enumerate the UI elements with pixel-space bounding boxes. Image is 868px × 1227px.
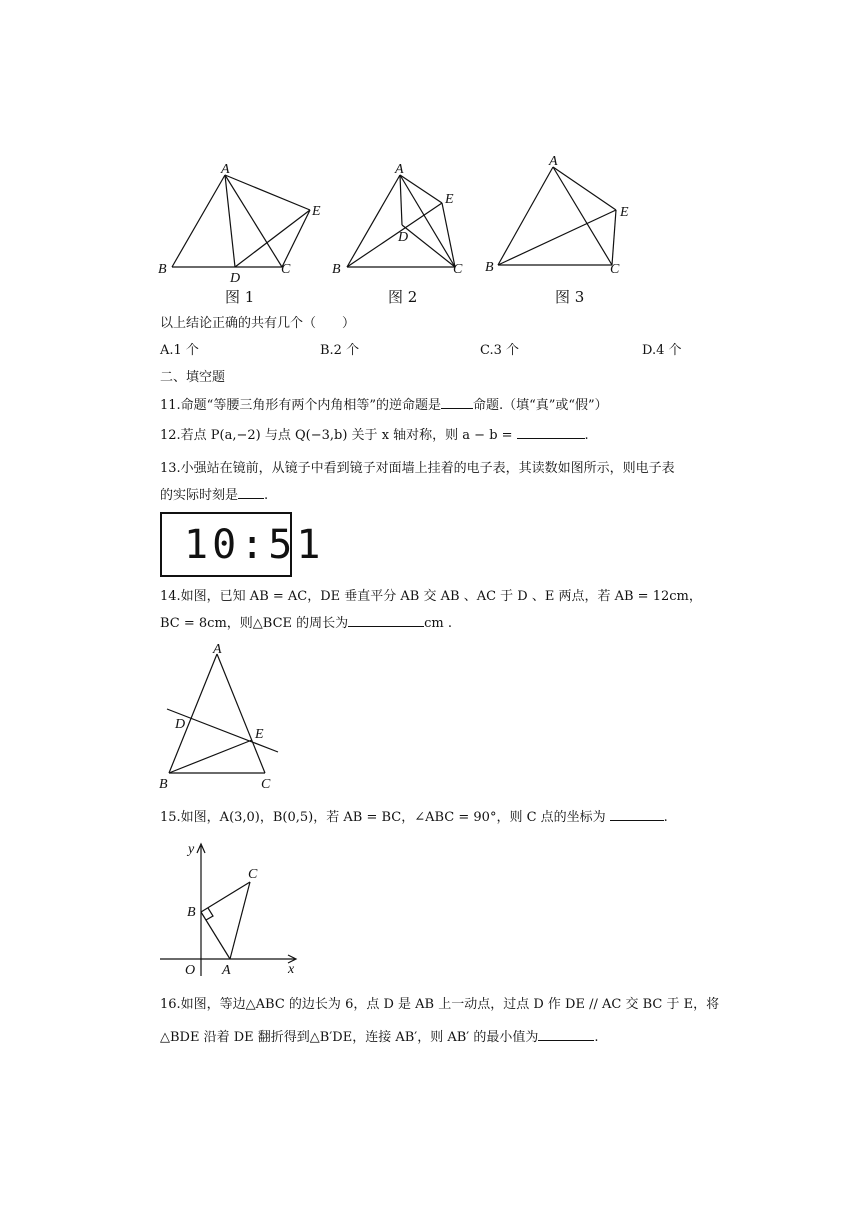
fig2-label-e: E (445, 192, 454, 207)
q14-line2 (160, 614, 452, 633)
q15-label-o: O (185, 963, 196, 978)
q13-line2-text: 的实际时刻是 (160, 488, 239, 503)
fig1-label-d: D (230, 271, 241, 286)
fig2-label-a: A (395, 162, 404, 177)
fig3-label-a: A (549, 154, 558, 169)
fig1-label-a: A (221, 162, 230, 177)
q11-text (160, 396, 608, 415)
q13-blank (238, 486, 264, 499)
section-title: 二、填空题 (160, 370, 226, 385)
q11-before: 11.命题“等腰三角形有两个内角相等”的逆命题是 (160, 398, 441, 413)
q10-option-d: D.4 个 (642, 343, 682, 358)
fig3-label-b: B (485, 260, 494, 275)
q15-blank (610, 808, 664, 821)
q13-end: . (264, 488, 269, 503)
fig3-label-e: E (620, 205, 629, 220)
q14-label-d: D (175, 717, 186, 732)
q15-stem: 15.如图，A(3,0)，B(0,5)，若 AB = BC，∠ABC = 90°，则 C 点的坐标为 (160, 810, 606, 825)
q16-line1: 16.如图，等边△ABC 的边长为 6，点 D 是 AB 上一动点，过点 D 作 DE // AC 交 BC 于 E，将 (160, 997, 720, 1012)
q12-end: . (584, 428, 589, 443)
q16-blank (538, 1028, 594, 1041)
q14-line2a: BC = 8cm，则△BCE 的周长为 (160, 616, 349, 631)
q15-axis-x: x (288, 962, 295, 977)
q14-line1: 14.如图，已知 AB = AC，DE 垂直平分 AB 交 AB 、AC 于 D 、E 两点，若 AB = 12cm， (160, 589, 702, 604)
q15-end: . (663, 810, 668, 825)
q16-line2a: △BDE 沿着 DE 翻折得到△B′DE，连接 AB′，则 AB′ 的最小值为 (160, 1030, 539, 1045)
q14-blank (348, 614, 424, 627)
q14-label-c: C (261, 777, 271, 792)
digital-clock-figure (160, 512, 325, 577)
q14-label-a: A (213, 642, 222, 657)
fig3-caption: 图 3 (555, 288, 585, 306)
q15-axis-y: y (188, 842, 195, 857)
q12-blank (517, 426, 585, 439)
fig2-label-c: C (453, 262, 463, 277)
q10-option-c: C.3 个 (480, 343, 520, 358)
q14-figure (155, 640, 295, 795)
q14-line2b: cm . (424, 616, 453, 631)
q10-option-b: B.2 个 (320, 343, 360, 358)
q15-label-c: C (248, 867, 258, 882)
q10-stem: 以上结论正确的共有几个（ ） (160, 316, 356, 331)
q13-line2 (160, 486, 268, 505)
fig1-caption: 图 1 (225, 288, 255, 306)
q14-label-e: E (255, 727, 264, 742)
q15-coordinate-figure (155, 838, 305, 980)
q12-text (160, 426, 589, 445)
fig1-label-c: C (281, 262, 291, 277)
q14-label-b: B (159, 777, 168, 792)
q15-text (160, 808, 668, 827)
q15-label-a: A (222, 963, 231, 978)
fig2-label-d: D (398, 230, 409, 245)
q16-end: . (594, 1030, 599, 1045)
fig2-caption: 图 2 (388, 288, 418, 306)
q12-stem: 12.若点 P(a,−2) 与点 Q(−3,b) 关于 x 轴对称，则 a − b = (160, 428, 513, 443)
q10-option-a: A.1 个 (160, 343, 199, 358)
fig1-label-e: E (312, 204, 321, 219)
q13-line1: 13.小强站在镜前，从镜子中看到镜子对面墙上挂着的电子表，其读数如图所示，则电子表 (160, 461, 675, 476)
clock-reading: 10:51 (184, 522, 325, 568)
q16-line2 (160, 1028, 599, 1047)
q15-label-b: B (187, 905, 196, 920)
fig2-label-b: B (332, 262, 341, 277)
fig1-label-b: B (158, 262, 167, 277)
fig3-label-c: C (610, 262, 620, 277)
q11-after: 命题.（填“真”或“假”） (472, 398, 608, 413)
q11-blank (441, 396, 473, 409)
